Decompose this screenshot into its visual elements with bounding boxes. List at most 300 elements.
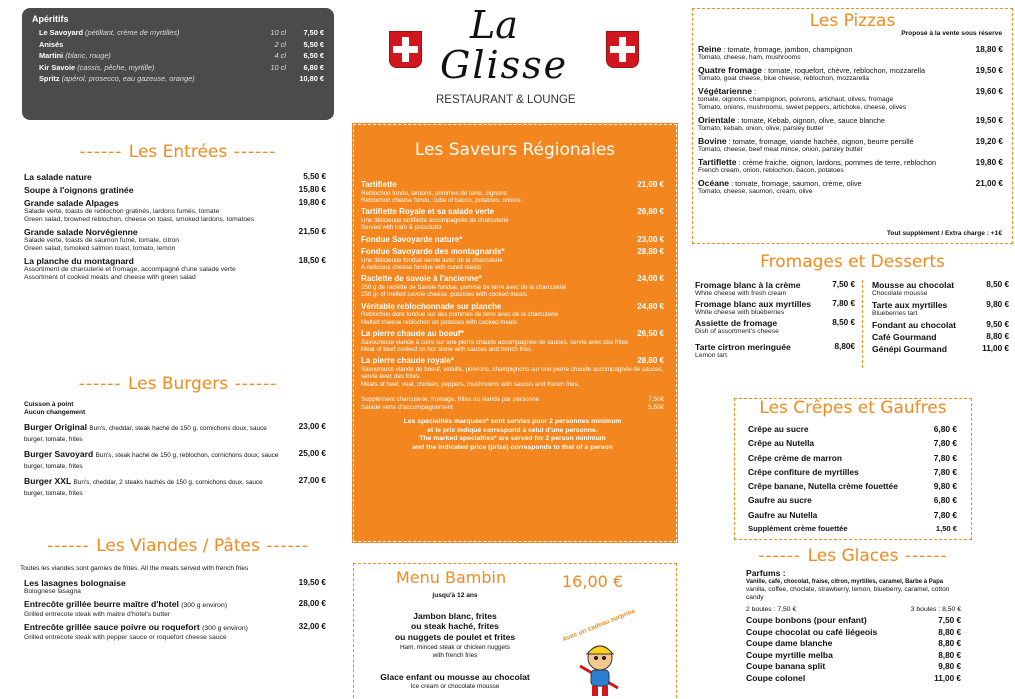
dessert-name: Fromage blanc à la crème	[695, 280, 801, 290]
regional-item-desc: Savoureuse viande à cuire sur une pierre chaude accompagnée de sauces, servie avec des frites Meat of beef cooked on hot stone with sauces and french fries	[361, 338, 629, 353]
glaces-block	[746, 568, 961, 685]
glaces-parfums-label: Parfums :	[746, 568, 786, 578]
pizza-ingredients: tomate, Kebab, oignon, olive, sauce blanche	[741, 116, 885, 125]
dessert-row	[872, 300, 1009, 310]
glace-name: Coupe colonel	[746, 672, 806, 683]
item-name: La salade nature	[24, 172, 92, 182]
pizza-english: Tomato, cheese, ham, mushrooms	[698, 54, 801, 61]
dessert-sub: Lemon tart	[695, 352, 727, 359]
pizza-name: Tartiflette	[698, 157, 737, 167]
dessert-item	[872, 300, 1009, 318]
savoie-flag-right-icon	[606, 31, 639, 68]
menu-item-desc: Grilled entrecote steak with pepper sauce or roquefort cheese sauce	[24, 634, 227, 641]
burgers-title: ------ Les Burgers ------	[78, 374, 278, 394]
glaces-parfums: Vanille, café, chocolat, fraise, citron, myrtilles, caramel, Barbe à Papa	[746, 579, 944, 585]
dessert-price: 9,80 €	[986, 300, 1009, 309]
menu-item	[24, 227, 326, 253]
dessert-row	[872, 320, 1009, 330]
menu-item-price: 19,50 €	[298, 578, 326, 587]
crepe-name: Crêpe au sucre	[748, 424, 809, 434]
regional-item	[361, 207, 664, 231]
bambin-dessert-en: Ice cream or chocolate mousse	[410, 683, 500, 690]
dessert-price: 11,00 €	[982, 344, 1009, 353]
dessert-name: Assiette de fromage	[695, 318, 778, 328]
menu-item-row	[24, 227, 326, 237]
menu-item-name	[24, 622, 248, 634]
burger-price: 23,00 €	[298, 422, 326, 431]
menu-item-row	[24, 622, 326, 634]
pizza-text: Végétarienne :	[698, 86, 757, 96]
pizza-row	[698, 137, 1003, 146]
menu-item	[24, 185, 326, 195]
menu-item-price: 21,50 €	[298, 227, 326, 236]
aperitif-row	[32, 73, 324, 85]
aperitif-volume: 2 cl	[274, 39, 286, 49]
menu-item	[24, 599, 326, 619]
aperitif-label: Spritz	[39, 74, 60, 83]
dessert-price: 8,50 €	[986, 280, 1009, 289]
menu-item-row	[24, 198, 326, 208]
burger-price: 27,00 €	[298, 476, 326, 486]
burgers-list	[24, 422, 326, 504]
pizza-ingredients: tomate, fromage, jambon, champignon	[727, 45, 853, 54]
bambin-age: jusqu'à 12 ans	[432, 592, 478, 599]
aperitif-price: 5,50 €	[303, 39, 324, 49]
regional-item-row	[361, 356, 664, 366]
aperitif-volume: 4 cl	[274, 51, 286, 60]
regional-item-row	[361, 302, 664, 312]
aperitif-volume: 10 cl	[270, 62, 286, 72]
pizza-text: Tartiflette : crème fraiche, oignon, lardons, pommes de terre, reblochon	[698, 157, 937, 167]
bambin-price: 16,00 €	[562, 572, 624, 591]
aperitif-label: Anisés	[39, 39, 64, 49]
menu-item-desc: Salade verte, toasts de reblochon gratinés, lardons fumés, tomate Green salad, browned reblochon, cheese on toast, smoked lardons, tomatoes	[24, 208, 255, 223]
menu-item-price: 5,50 €	[303, 172, 326, 181]
pizza-ingredients: crème fraiche, oignon, lardons, pommes de terre, reblochon	[742, 158, 937, 167]
glaces-boules: 2 boules : 7,50 € 3 boules : 8,50 €	[746, 606, 961, 613]
burger-text	[24, 476, 279, 497]
pizza-price: 18,80 €	[975, 45, 1003, 54]
regional-item-price: 28,80 €	[637, 356, 664, 366]
burger-item	[24, 422, 326, 443]
pizza-price: 21,00 €	[975, 179, 1003, 188]
pizza-ingredients: tomate, fromage, viande hachée, oignon, beurre persillé	[732, 137, 914, 146]
aperitif-desc: (blanc, rouge)	[65, 51, 111, 60]
menu-item-name	[24, 599, 227, 611]
item-name: Grande salade Alpages	[24, 198, 119, 208]
dessert-sub: Dish of assortment's cheese	[695, 328, 779, 335]
aperitif-row	[32, 62, 324, 74]
dessert-row	[695, 342, 855, 352]
crepe-price: 7,80 €	[933, 509, 957, 520]
crepes-box	[734, 398, 972, 540]
aperitif-name	[39, 39, 258, 51]
viandes-title: ------ Les Viandes / Pâtes ------	[46, 536, 310, 556]
bambin-title: Menu Bambin	[396, 568, 507, 587]
entrees-list	[24, 172, 326, 285]
pizzas-box	[692, 8, 1013, 244]
regional-item-row	[361, 329, 664, 339]
aperitif-price: 10,80 €	[299, 74, 324, 83]
aperitif-name	[39, 73, 258, 85]
aperitif-label: Kir Savoie	[39, 62, 76, 72]
menu-item-desc: Assortiment de charcuterie et fromage, accompagné d'une salade verte Assortment of cooked meats and cheese with green salad	[24, 266, 236, 281]
glace-name: Coupe banana split	[746, 661, 826, 672]
glace-name: Coupe dame blanche	[746, 638, 833, 649]
aperitif-price: 6,50 €	[303, 51, 324, 60]
menu-item-price: 15,80 €	[298, 185, 326, 194]
pizza-price: 19,50 €	[975, 116, 1003, 125]
crepes-title: Les Crêpes et Gaufres	[759, 398, 947, 418]
crepe-name: Crêpe banane, Nutella crème fouettée	[748, 481, 898, 492]
regional-item-price: 24,80 €	[637, 301, 664, 311]
regional-note: Les spécialités marquées* sont servies pour 2 personnes minimum et le prix indiqué correspond à celui d'une personne. The marked specialties* are served for 2 person minimum and the indicated price (prize) corresponds to that of a person	[403, 418, 622, 451]
pizza-english: French cream, onion, reblochon, bacon, potatoes	[698, 167, 844, 174]
menu-item-price: 32,00 €	[298, 622, 326, 631]
child-skier-icon	[576, 636, 624, 699]
burger-price: 25,00 €	[298, 449, 326, 459]
regional-item-price: 26,80 €	[637, 207, 664, 217]
aperitif-label: Martini	[39, 51, 64, 60]
regional-item-name: La pierre chaude au boeuf*	[361, 329, 464, 339]
dessert-price: 7,50 €	[832, 280, 855, 289]
pizza-name: Orientale	[698, 115, 736, 125]
logo-line2: Glisse	[440, 43, 569, 87]
pizza-text: Quatre fromage : tomate, roquefort, chèvre, reblochon, mozzarella	[698, 65, 926, 75]
item-name: Entrecôte grillée beurre maître d'hotel	[24, 599, 179, 609]
pizza-price: 19,60 €	[975, 87, 1003, 96]
regional-item-desc: Savoureuse viande de boeuf, volaille, poivrons, champignons sur une pierre chaude accompagnée de sauces, servie avec des frites. Meats of beef, veal, chicken, peppers, mushrooms with sauces and french fries.	[361, 365, 664, 388]
dessert-item	[695, 280, 855, 298]
regional-item-row	[361, 247, 664, 257]
burger-desc: Bun's, cheddar, 2 steaks hachés de 150 g, cornichons doux, sauce burger, tomate, frites	[24, 479, 263, 497]
logo-tagline: RESTAURANT & LOUNGE	[436, 94, 576, 106]
menu-item-row	[24, 185, 326, 195]
dessert-row	[872, 344, 1009, 354]
menu-item	[24, 172, 326, 182]
item-name: Grande salade Norvégienne	[24, 227, 138, 237]
item-name: Soupe à l'oignons gratinée	[24, 185, 134, 195]
regional-item	[361, 356, 664, 388]
item-name: La planche du montagnard	[24, 256, 134, 266]
pizzas-note-top: Proposé à la vente sous réserve	[901, 30, 1002, 37]
glace-item	[746, 627, 961, 639]
regional-item-name: Tartiflette	[361, 180, 397, 189]
burger-text	[24, 422, 279, 443]
aperitif-name	[39, 50, 258, 62]
regional-item-row	[361, 207, 664, 217]
supplement-price: 7,50€	[648, 396, 664, 404]
crepe-price: 7,80 €	[933, 438, 957, 449]
menu-item-name	[24, 227, 138, 237]
crepes-list	[735, 422, 971, 536]
menu-item-desc: Salade verte, toasts de saumon fumé, tomate, citron Green salad, tsmoked salmon toast, tomato, lemon	[24, 237, 180, 252]
regional-item-name: Fondue Savoyarde des montagnards*	[361, 247, 505, 257]
bambin-main: Jambon blanc, frites ou steak haché, frites ou nuggets de poulet et frites	[394, 611, 516, 642]
pizza-row	[698, 66, 1003, 75]
crepe-price: 6,80 €	[933, 495, 957, 506]
pizza-price: 19,50 €	[975, 66, 1003, 75]
menu-item	[24, 256, 326, 282]
glaces-title: ------ Les Glaces ------	[758, 546, 948, 566]
desserts-title: Fromages et Desserts	[760, 252, 945, 272]
menu-item-price: 19,80 €	[298, 198, 326, 207]
crepe-item	[735, 493, 971, 507]
dessert-row	[695, 318, 855, 328]
aperitifs-box	[22, 8, 334, 120]
regional-box	[353, 124, 677, 542]
regional-item	[361, 247, 664, 271]
logo-line1: La	[470, 3, 518, 47]
desserts-left-list	[695, 280, 855, 361]
savoie-flag-left-icon	[389, 31, 422, 68]
pizza-ingredients: tomate, fromage, saumon, crème, olive	[735, 179, 862, 188]
regional-item-name: La pierre chaude royale*	[361, 356, 454, 366]
aperitif-row	[32, 27, 324, 39]
crepe-name: Crêpe au Nutella	[748, 438, 815, 449]
pizza-text: Océane : tomate, fromage, saumon, crème, olive	[698, 178, 862, 188]
pizza-row	[698, 45, 1003, 54]
regional-supplement	[361, 404, 664, 412]
pizza-price: 19,80 €	[975, 158, 1003, 167]
pizza-name: Océane	[698, 178, 730, 188]
aperitif-name	[39, 27, 258, 39]
burger-desc: Bun's, steak haché de 150 g, reblochon, cornichons doux, sauce burger, tomate, frites	[24, 452, 279, 470]
crepe-name: Crêpe crème de marron	[748, 452, 843, 463]
crepe-name: Supplément crème fouettée	[748, 524, 848, 534]
aperitif-desc: (cassis, pêche, myrtille)	[77, 62, 155, 72]
menu-item-name	[24, 256, 134, 266]
dessert-name: Tarte cirtron meringuée	[695, 342, 791, 352]
dessert-price: 8,50 €	[832, 318, 855, 327]
pizza-text: Reine : tomate, fromage, jambon, champignon	[698, 44, 853, 54]
glace-item	[746, 661, 961, 673]
regional-item	[361, 329, 664, 353]
aperitif-volume	[258, 73, 286, 85]
viandes-list	[24, 578, 326, 645]
aperitifs-title: Apéritifs	[32, 14, 69, 24]
menu-item-desc: Bolognese lasagna	[24, 588, 81, 595]
aperitif-desc: (apérol, prosecco, eau gazeuse, orange)	[61, 74, 195, 83]
dessert-sub: Blueberries tart	[872, 310, 918, 317]
bambin-dessert: Glace enfant ou mousse au chocolat	[380, 672, 530, 682]
dessert-item	[872, 280, 1009, 298]
item-name: Entrecôte grillée sauce poivre ou roquefort	[24, 622, 200, 632]
crepe-name: Gaufre au sucre	[748, 495, 812, 506]
regional-item-desc: Reblochon fondu, lardons, pommes de terre, oignons Reblochon cheese fondu, cube of bacon, potatoes, onions	[361, 189, 521, 204]
dessert-item	[872, 344, 1009, 354]
aperitif-name	[39, 62, 258, 74]
regional-item-row	[361, 235, 664, 245]
glaces-list	[746, 615, 961, 685]
menu-item-name	[24, 185, 133, 195]
crepe-price: 9,80 €	[933, 481, 957, 492]
regional-item	[361, 274, 664, 298]
crepe-price: 6,80 €	[933, 424, 957, 434]
burger-name: Burger Original	[24, 422, 88, 432]
crepe-item	[735, 451, 971, 465]
aperitif-volume: 10 cl	[270, 28, 286, 37]
pizza-name: Bovine	[698, 136, 727, 146]
dessert-price: 9,50 €	[986, 320, 1009, 329]
glace-name: Coupe bonbons (pour enfant)	[746, 615, 867, 625]
regional-item-price: 28,80 €	[637, 247, 664, 257]
pizza-name: Végétarienne	[698, 86, 752, 96]
glaces-parfums-en: vanilla, coffee, choclate, strawberry, lemon, blueberry, caramel, cotton candy	[746, 586, 950, 601]
glace-name: Coupe chocolat ou café liégeois	[746, 626, 878, 637]
crepe-price: 7,80 €	[933, 452, 957, 463]
menu-item-row	[24, 172, 326, 182]
aperitif-label: Le Savoyard	[39, 28, 83, 37]
pizza-english: Tomato, kebab, onion, olive, parsley butter	[698, 125, 824, 132]
regional-item-name: Fondue Savoyarde nature*	[361, 234, 463, 244]
crepe-item	[735, 508, 971, 522]
burger-text	[24, 449, 279, 470]
aperitifs-list	[32, 27, 324, 85]
menu-item	[24, 198, 326, 224]
dessert-sub: White cheese with blueberries	[695, 309, 785, 316]
aperitif-desc: (pétillant, crème de myrtilles)	[85, 28, 180, 37]
dessert-name: Mousse au chocolat	[872, 280, 955, 290]
dessert-price: 7,80 €	[832, 299, 855, 308]
regional-item	[361, 180, 664, 204]
crepe-price: 1,50 €	[935, 524, 957, 534]
regional-item-price: 26,50 €	[637, 329, 664, 339]
dessert-row	[695, 299, 855, 309]
glace-item	[746, 615, 961, 627]
pizza-item	[698, 66, 1003, 83]
crepe-item	[735, 422, 971, 436]
pizza-english: tomate, oignons, champignon, poivrons, artichaut, olives, fromage Tomato, onions, mushrooms, sweet peppers, artichoke, cheese, olives	[698, 96, 907, 111]
item-extra: (300 g environ)	[181, 602, 227, 609]
regional-item-name: Véritable reblochonnade sur planche	[361, 301, 502, 311]
regional-item-price: 21,00 €	[637, 180, 664, 189]
menu-item-name	[24, 578, 126, 588]
dessert-name: Tarte aux myrtilles	[872, 300, 948, 310]
pizza-item	[698, 137, 1003, 154]
dessert-item	[695, 318, 855, 336]
dessert-name: Fromage blanc aux myrtilles	[695, 299, 812, 309]
dessert-name: Génépi Gourmand	[872, 344, 947, 354]
desserts-right-list	[872, 280, 1009, 356]
aperitif-row	[32, 50, 324, 62]
menu-item-row	[24, 599, 326, 611]
bambin-badge: Avec un cadeau surprise	[561, 607, 637, 644]
pizza-row	[698, 116, 1003, 125]
regional-item-price: 23,00 €	[637, 234, 664, 244]
dessert-item	[872, 320, 1009, 330]
glace-price: 11,00 €	[934, 673, 961, 683]
burger-item	[24, 449, 326, 470]
dessert-sub: White cheese with fresh cream	[695, 290, 787, 297]
menu-item-price: 18,50 €	[298, 256, 326, 265]
glace-name: Coupe myrtille melba	[746, 649, 833, 660]
pizzas-title: Les Pizzas	[809, 11, 896, 31]
crepe-item	[735, 465, 971, 479]
regional-item-desc: Reblochon doré fondue sur des pommes de terre avec de la charcuterie Melted cheese reblochon on potatoes with cooked meats	[361, 311, 559, 326]
regional-item-desc: Une délicieuse fondue servie avec de la charcuterie A delicious cheese fondue with cured meats	[361, 256, 503, 272]
pizza-text: Orientale : tomate, Kebab, oignon, olive, sauce blanche	[698, 115, 885, 125]
pizza-row	[698, 87, 1003, 96]
dessert-price: 8,80€	[834, 342, 855, 351]
bambin-box	[353, 563, 677, 699]
regional-item-price: 24,00 €	[637, 274, 664, 284]
item-extra: (300 g environ)	[202, 625, 248, 632]
glace-price: 9,80 €	[938, 662, 961, 672]
bambin-main-en: Ham, minced steak or chicken nuggets with french fries	[399, 644, 511, 659]
menu-item-row	[24, 578, 326, 588]
burger-desc: Bun's, cheddar, steak haché de 150 g, cornichons doux, sauce burger, tomate, frites	[24, 425, 267, 443]
pizza-item	[698, 179, 1003, 196]
aperitif-price: 6,80 €	[303, 62, 324, 72]
menu-item	[24, 578, 326, 596]
pizza-row	[698, 179, 1003, 188]
pizza-english: Tomato, goat cheese, blue cheese, reblochon, mozzarella	[698, 75, 870, 82]
burger-name: Burger Savoyard	[24, 449, 94, 460]
pizza-english: Tomato, cheese, saumon, cream, olive	[698, 188, 813, 195]
pizza-price: 19,20 €	[975, 137, 1003, 146]
entrees-title: ------ Les Entrées ------	[79, 142, 277, 162]
supplement-label: Salade verte d'accompagnement	[361, 404, 453, 412]
glace-price: 7,50 €	[938, 616, 961, 625]
dessert-row	[695, 280, 855, 290]
regional-item-desc: Une délicieuse tartiflette accompagnée de charcuterie Served with ham & prosciutto	[361, 216, 509, 232]
regional-item-name: Raclette de savoie à l'ancienne*	[361, 274, 482, 284]
glace-item	[746, 638, 961, 650]
dessert-sub: Chocolate mousse	[872, 290, 928, 297]
supplement-label: Supplément charcuterie, fromage, frites ou viande par personne	[361, 396, 540, 404]
glace-price: 8,80 €	[938, 639, 961, 649]
dessert-item	[695, 342, 855, 360]
pizza-item	[698, 116, 1003, 133]
regional-item-row	[361, 180, 664, 190]
crepe-name: Gaufre au Nutella	[748, 509, 818, 520]
desserts-divider	[862, 280, 863, 368]
aperitif-row	[32, 39, 324, 51]
regional-title: Les Saveurs Régionales	[414, 140, 616, 160]
crepe-price: 7,80 €	[933, 466, 957, 477]
glace-price: 8,80 €	[938, 650, 961, 660]
pizza-row	[698, 158, 1003, 167]
dessert-item	[695, 299, 855, 317]
dessert-name: Café Gourmand	[872, 332, 937, 342]
burger-item	[24, 476, 326, 497]
pizza-name: Quatre fromage	[698, 65, 762, 75]
dessert-price: 8,80 €	[986, 332, 1009, 341]
pizzas-note-bottom: Tout supplément / Extra charge : +1€	[886, 230, 1002, 237]
glace-item	[746, 673, 961, 685]
regional-item-desc: 250 g de raclette de Savoie fondue, pomme de terre avec de la charcuterie 250 gr of melted savoie cheese, potatoes with cooked meats	[361, 283, 567, 299]
crepe-name: Crêpe confiture de myrtilles	[748, 466, 859, 477]
glace-price: 8,80 €	[938, 627, 961, 637]
dessert-name: Fondant au chocolat	[872, 320, 957, 330]
regional-item	[361, 302, 664, 326]
pizzas-list	[698, 45, 1003, 200]
menu-item-price: 28,00 €	[298, 599, 326, 608]
menu-item-desc: Grilled entrecote steak with maitre d'hotel's butter	[24, 611, 171, 618]
supplement-price: 5,50€	[648, 404, 664, 412]
dessert-row	[872, 280, 1009, 290]
item-name: Les lasagnes bolognaise	[24, 578, 126, 588]
glace-item	[746, 650, 961, 662]
menu-item-name	[24, 198, 119, 208]
menu-item-name	[24, 172, 92, 182]
burgers-cuisson: Cuisson à point Aucun changement	[24, 401, 86, 416]
aperitif-price: 7,50 €	[303, 28, 324, 37]
pizza-ingredients: tomate, roquefort, chèvre, reblochon, mozzarella	[768, 66, 926, 75]
regional-list	[361, 180, 664, 452]
regional-item	[361, 235, 664, 245]
